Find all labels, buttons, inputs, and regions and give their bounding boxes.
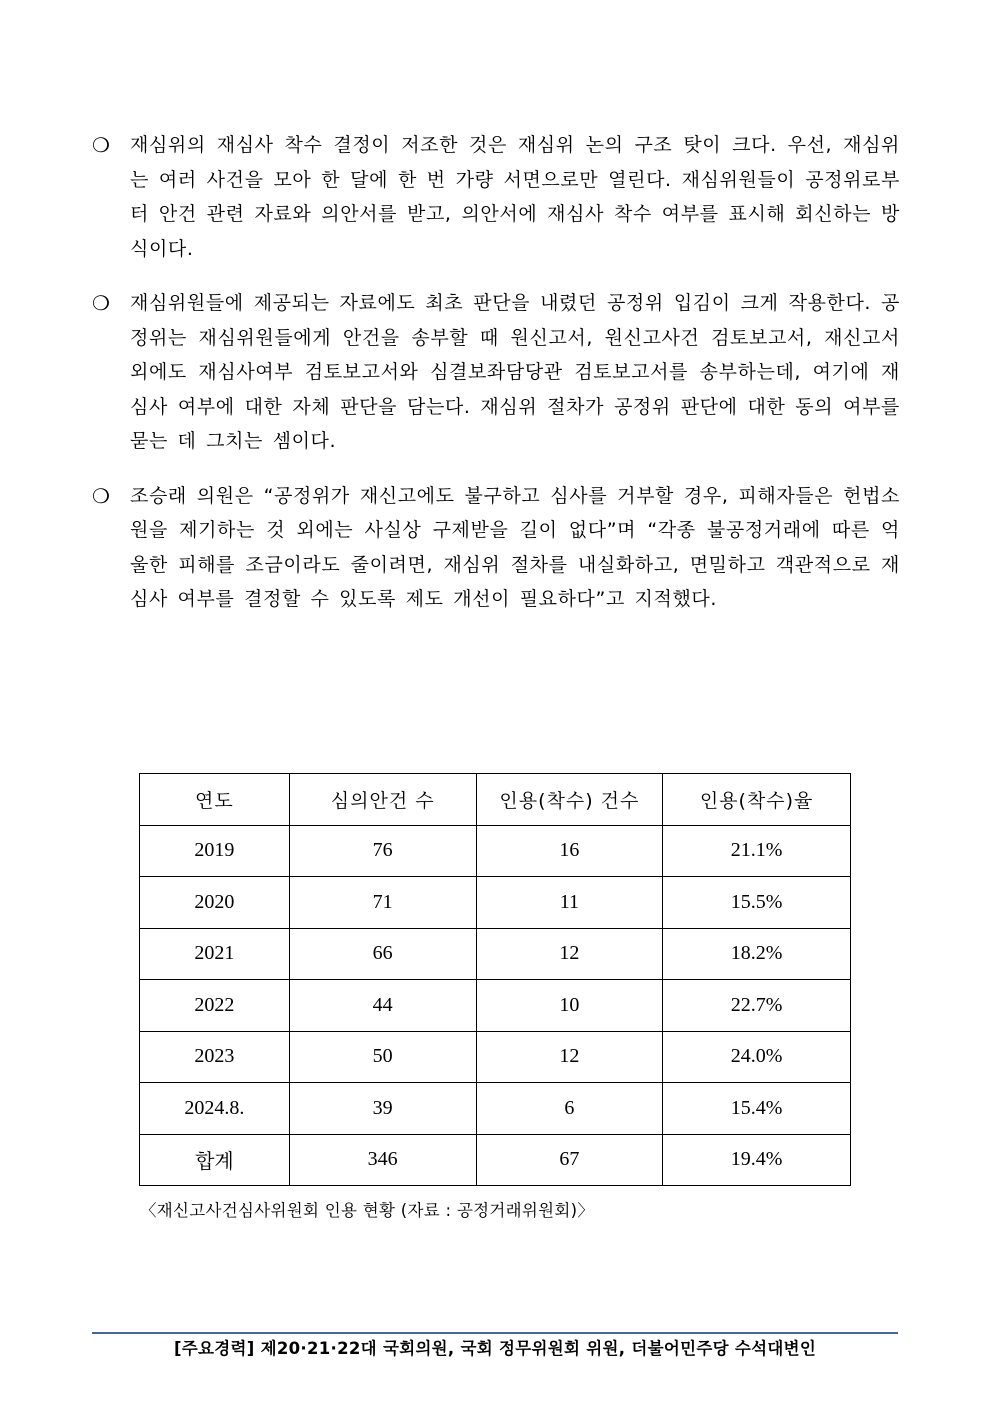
bullet-circle-icon: ❍ <box>92 133 110 157</box>
table-row <box>140 928 851 980</box>
cell-accepted: 12 <box>476 1031 663 1083</box>
cell-cases: 39 <box>289 1083 476 1135</box>
cell-cases: 71 <box>289 877 476 929</box>
cell-rate: 19.4% <box>663 1134 851 1186</box>
cell-cases: 66 <box>289 928 476 980</box>
cell-cases: 346 <box>289 1134 476 1186</box>
cell-accepted: 11 <box>476 877 663 929</box>
table-row <box>140 877 851 929</box>
table-row <box>140 1031 851 1083</box>
review-status-table <box>139 773 851 1186</box>
cell-accepted: 12 <box>476 928 663 980</box>
header-year: 연도 <box>140 774 290 826</box>
table-row-total <box>140 1134 851 1186</box>
cell-year: 2019 <box>140 825 290 877</box>
paragraph-2 <box>92 286 900 459</box>
cell-cases: 50 <box>289 1031 476 1083</box>
cell-accepted: 67 <box>476 1134 663 1186</box>
bullet-circle-icon: ❍ <box>92 483 110 508</box>
header-cases: 심의안건 수 <box>289 774 476 826</box>
cell-rate: 24.0% <box>663 1031 851 1083</box>
paragraph-1 <box>92 128 900 266</box>
cell-accepted: 10 <box>476 980 663 1032</box>
paragraph-text: 조승래 의원은 “공정위가 재신고에도 불구하고 심사를 거부할 경우, 피해자들은 헌법소원을 제기하는 것 외에는 사실상 구제받을 길이 없다”며 “각종 불공정거래에 따른 억울한 피해를 조금이라도 줄이려면, 재심위 절차를 내실화하고, 면밀하고 객관적으로 재심사 여부를 결정할 수 있도록 제도 개선이 필요하다”고 지적했다. <box>130 484 900 610</box>
cell-accepted: 16 <box>476 825 663 877</box>
cell-year: 2024.8. <box>140 1083 290 1135</box>
cell-rate: 22.7% <box>663 980 851 1032</box>
table-row <box>140 825 851 877</box>
table-row <box>140 1083 851 1135</box>
table-header-row <box>140 774 851 826</box>
paragraph-text: 재심위원들에 제공되는 자료에도 최초 판단을 내렸던 공정위 입김이 크게 작용한다. 공정위는 재심위원들에게 안건을 송부할 때 원신고서, 원신고사건 검토보고서, 재신고서 외에도 재심사여부 검토보고서와 심결보좌담당관 검토보고서를 송부하는데, 여기에 재심사 여부에 대한 자체 판단을 담는다. 재심위 절차가 공정위 판단에 대한 동의 여부를 묻는 데 그치는 셈이다. <box>130 292 900 452</box>
table-row <box>140 980 851 1032</box>
bullet-circle-icon: ❍ <box>92 291 110 315</box>
header-accepted: 인용(착수) 건수 <box>476 774 663 826</box>
cell-year: 2020 <box>140 877 290 929</box>
cell-cases: 44 <box>289 980 476 1032</box>
cell-year: 2021 <box>140 928 290 980</box>
header-rate: 인용(착수)율 <box>663 774 851 826</box>
cell-rate: 18.2% <box>663 928 851 980</box>
cell-year: 2023 <box>140 1031 290 1083</box>
cell-accepted: 6 <box>476 1083 663 1135</box>
cell-rate: 21.1% <box>663 825 851 877</box>
paragraph-text: 재심위의 재심사 착수 결정이 저조한 것은 재심위 논의 구조 탓이 크다. 우선, 재심위는 여러 사건을 모아 한 달에 한 번 가량 서면으로만 열린다. 재심위원들이 공정위로부터 안건 관련 자료와 의안서를 받고, 의안서에 재심사 착수 여부를 표시해 회신하는 방식이다. <box>130 134 900 260</box>
cell-year: 합계 <box>140 1134 290 1186</box>
paragraph-3 <box>92 479 900 617</box>
table-caption: 〈재신고사건심사위원회 인용 현황 (자료 : 공정거래위원회)〉 <box>140 1201 595 1220</box>
footer-career: [주요경력] 제20·21·22대 국회의원, 국회 정무위원회 위원, 더불어민주당 수석대변인 <box>173 1339 817 1358</box>
cell-cases: 76 <box>289 825 476 877</box>
body-content <box>92 128 900 637</box>
cell-rate: 15.4% <box>663 1083 851 1135</box>
cell-rate: 15.5% <box>663 877 851 929</box>
cell-year: 2022 <box>140 980 290 1032</box>
footer-divider <box>92 1332 898 1334</box>
